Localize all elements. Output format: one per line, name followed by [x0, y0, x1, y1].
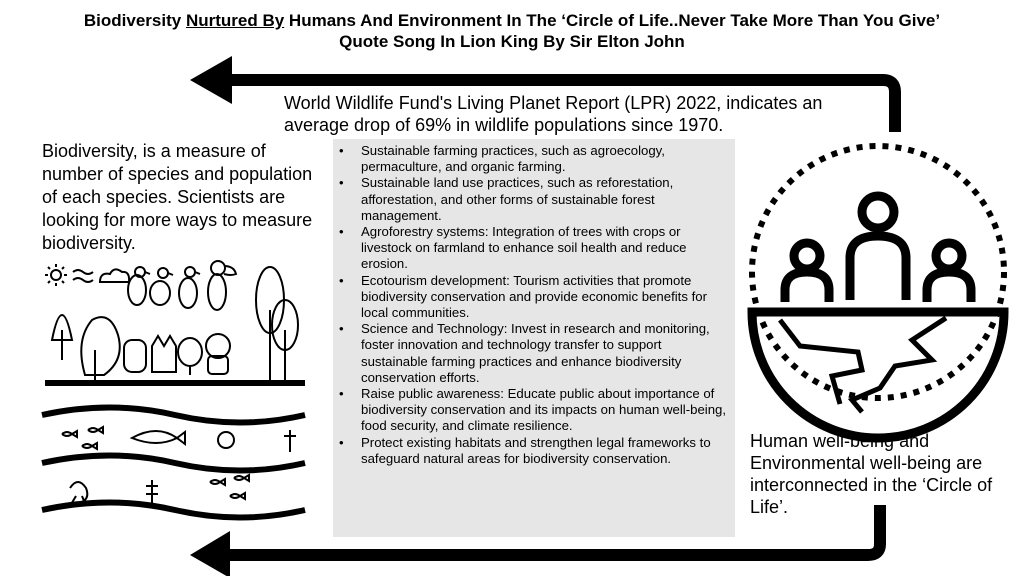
lpr-statement: World Wildlife Fund's Living Planet Report (LPR) 2022, indicates an average drop of 69% in wildlife populations since 1970.: [284, 93, 823, 135]
practices-box: [333, 139, 735, 537]
practice-item: • Science and Technology: Invest in research and monitoring, foster innovation and technology transfer to support sustainable farming practices and enhance biodiversity conservation efforts.: [361, 321, 727, 386]
title-line-2: Quote Song In Lion King By Sir Elton John: [339, 32, 685, 51]
practice-item: • Protect existing habitats and strengthen legal frameworks to safeguard natural areas for biodiversity conservation.: [361, 435, 727, 467]
title-underlined: Nurtured By: [185, 11, 285, 30]
practice-item: • Sustainable land use practices, such as reforestation, afforestation, and other forms of sustainable forest management.: [361, 175, 727, 224]
practice-item: • Ecotourism development: Tourism activities that promote biodiversity conservation and provide economic benefits for local communities.: [361, 273, 727, 322]
practice-item: • Agroforestry systems: Integration of trees with crops or livestock on farmland to enhance soil health and reduce erosion.: [361, 224, 727, 273]
practice-item: • Sustainable farming practices, such as agroecology, permaculture, and organic farming.: [361, 143, 727, 175]
wellbeing-statement: Human well-being and Environmental well-being are interconnected in the ‘Circle of Life’.: [750, 431, 993, 517]
diagram-title: [0, 10, 1024, 52]
practices-list: [333, 139, 735, 467]
biodiversity-definition: Biodiversity, is a measure of number of species and population of each species. Scientists are looking for more ways to measure biodiversity.: [42, 141, 313, 253]
title-line-1: Biodiversity Nurtured By Humans And Environment In The ‘Circle of Life..Never Take More Than You Give’: [83, 11, 941, 30]
practice-item: • Raise public awareness: Educate public about importance of biodiversity conservation and its impacts on human well-being, food security, and climate resilience.: [361, 386, 727, 435]
